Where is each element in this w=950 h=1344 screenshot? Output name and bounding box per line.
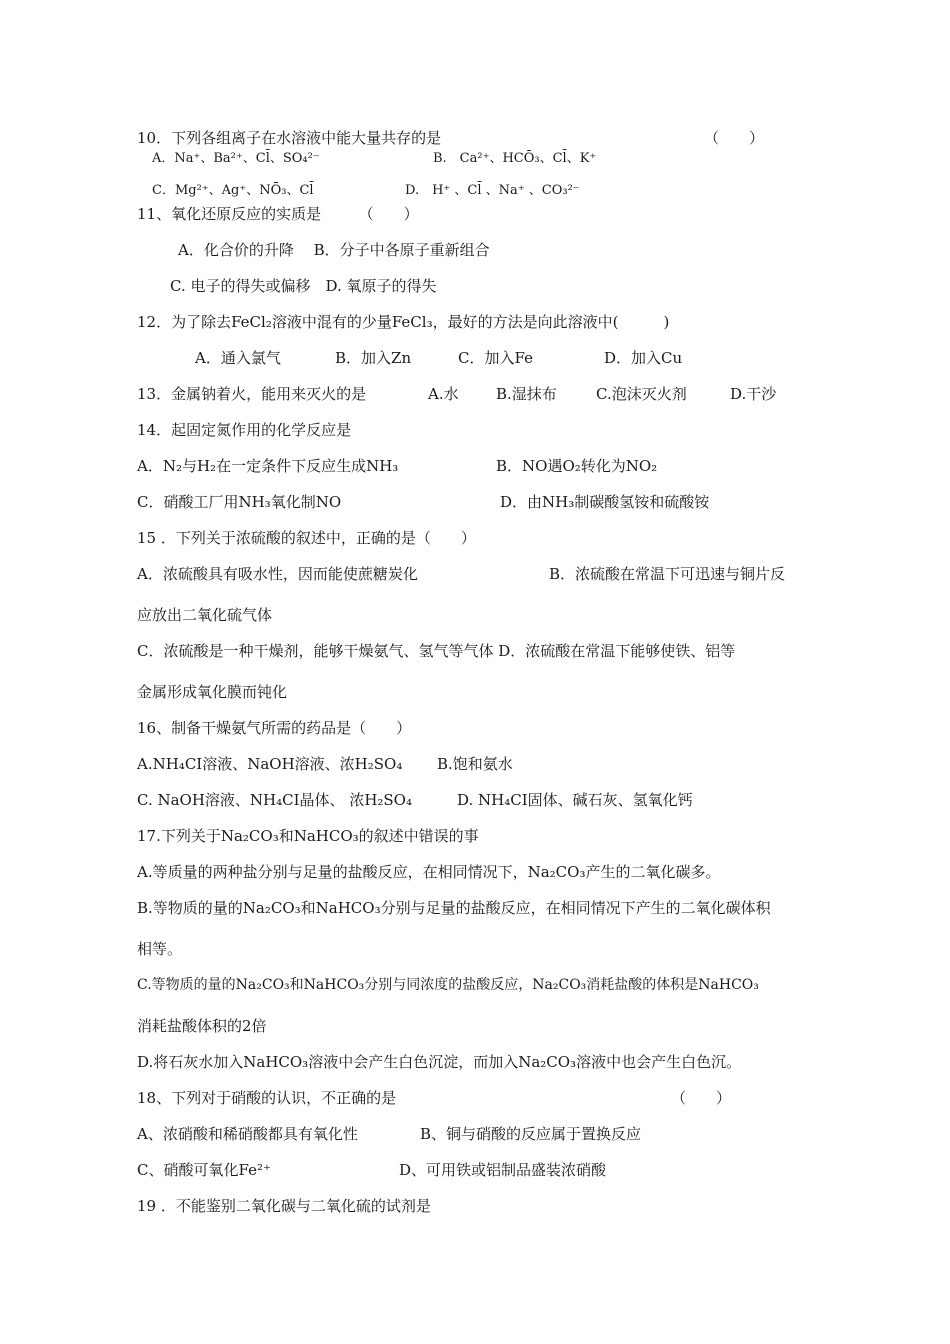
q10-answer-bracket: （ ） [704, 129, 765, 147]
q16-stem: 16、制备干燥氨气所需的药品是（ ） [137, 719, 412, 737]
q16-option-d: D. NH₄CI固体、碱石灰、氢氧化钙 [457, 791, 693, 809]
q14-option-c: C．硝酸工厂用NH₃氧化制NO [137, 493, 342, 511]
q15-option-b: B．浓硫酸在常温下可迅速与铜片反 [549, 565, 786, 583]
q14-option-b: B．NO遇O₂转化为NO₂ [496, 457, 658, 475]
q11-options-ab: A．化合价的升降 B．分子中各原子重新组合 [178, 241, 490, 259]
q15-option-a: A．浓硫酸具有吸水性，因而能使蔗糖炭化 [137, 565, 418, 583]
q17-stem: 17.下列关于Na₂CO₃和NaHCO₃的叙述中错误的事 [137, 827, 479, 845]
q18-option-a: A、浓硝酸和稀硝酸都具有氧化性 [137, 1125, 358, 1143]
q17-option-b-continued: 相等。 [137, 940, 183, 958]
q12-stem: 12．为了除去FeCl₂溶液中混有的少量FeCl₃，最好的方法是向此溶液中( ) [137, 313, 670, 331]
q11-stem: 11、氧化还原反应的实质是 （ ） [137, 205, 419, 223]
q19-stem: 19 ．不能鉴别二氧化碳与二氧化硫的试剂是 [137, 1197, 431, 1215]
q13-option-a: A.水 [428, 385, 459, 403]
q12-option-b: B．加入Zn [335, 349, 412, 367]
q16-option-c: C. NaOH溶液、NH₄CI晶体、 浓H₂SO₄ [137, 791, 412, 809]
q10-option-c: C．Mg²⁺、Ag⁺、NŌ₃、Cl̄ [152, 183, 314, 198]
q13-option-c: C.泡沫灭火剂 [596, 385, 687, 403]
q12-option-c: C．加入Fe [458, 349, 533, 367]
q17-option-a: A.等质量的两种盐分别与足量的盐酸反应，在相同情况下，Na₂CO₃产生的二氧化碳多。 [137, 863, 721, 881]
q10-option-b: B. Ca²⁺、HCŌ₃、Cl̄、K⁺ [433, 151, 597, 166]
q17-option-b: B.等物质的量的Na₂CO₃和NaHCO₃分别与足量的盐酸反应，在相同情况下产生的二氧化碳体积 [137, 899, 771, 917]
q12-option-d: D．加入Cu [604, 349, 683, 367]
q16-option-b: B.饱和氨水 [437, 755, 513, 773]
q15-options-cd: C．浓硫酸是一种干燥剂，能够干燥氨气、氢气等气体 D．浓硫酸在常温下能够使铁、铝等 [137, 642, 736, 660]
q10-option-a: A．Na⁺、Ba²⁺、Cl̄、SO₄²⁻ [152, 151, 320, 166]
q13-option-d: D.干沙 [730, 385, 777, 403]
q11-options-cd: C. 电子的得失或偏移 D. 氧原子的得失 [170, 277, 437, 295]
q10-option-d: D. H⁺ 、Cl̄ 、Na⁺ 、CO₃²⁻ [405, 183, 580, 198]
q12-option-a: A．通入氯气 [195, 349, 281, 367]
q13-option-b: B.湿抹布 [496, 385, 557, 403]
q18-stem: 18、下列对于硝酸的认识，不正确的是 [137, 1089, 397, 1107]
q18-option-d: D、可用铁或铝制品盛装浓硝酸 [399, 1161, 607, 1179]
q15-stem: 15 ．下列关于浓硫酸的叙述中，正确的是（ ） [137, 529, 476, 547]
q18-answer-bracket: （ ） [671, 1089, 732, 1107]
q14-stem: 14．起固定氮作用的化学反应是 [137, 421, 352, 439]
q14-option-d: D．由NH₃制碳酸氢铵和硫酸铵 [500, 493, 710, 511]
q17-option-d: D.将石灰水加入NaHCO₃溶液中会产生白色沉淀，而加入Na₂CO₃溶液中也会产生白色沉。 [137, 1053, 742, 1071]
q10-stem: 10．下列各组离子在水溶液中能大量共存的是 [137, 129, 442, 147]
q15-option-b-continued: 应放出二氧化硫气体 [137, 606, 273, 624]
q18-option-b: B、铜与硝酸的反应属于置换反应 [420, 1125, 642, 1143]
q15-option-d-continued: 金属形成氧化膜而钝化 [137, 683, 288, 701]
q17-option-c-continued: 消耗盐酸体积的2倍 [137, 1017, 267, 1035]
q14-option-a: A．N₂与H₂在一定条件下反应生成NH₃ [137, 457, 399, 475]
q16-option-a: A.NH₄CI溶液、NaOH溶液、浓H₂SO₄ [137, 755, 403, 773]
q13-stem: 13．金属钠着火，能用来灭火的是 [137, 385, 367, 403]
q18-option-c: C、硝酸可氧化Fe²⁺ [137, 1161, 271, 1179]
q17-option-c: C.等物质的量的Na₂CO₃和NaHCO₃分别与同浓度的盐酸反应，Na₂CO₃消耗盐酸的体积是NaHCO₃ [137, 977, 759, 993]
